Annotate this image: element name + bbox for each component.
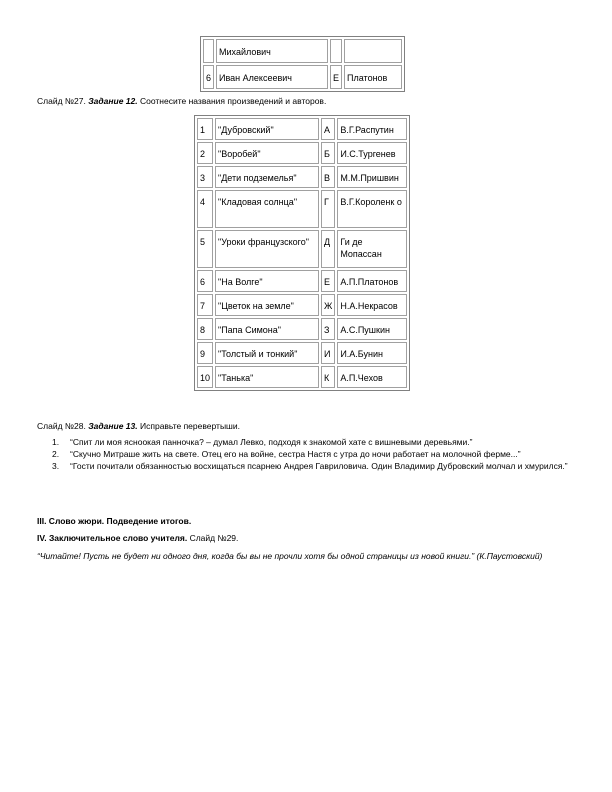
item-number: 2. — [52, 449, 60, 459]
work-cell: "Цветок на земле" — [215, 294, 319, 316]
letter-cell: К — [321, 366, 335, 388]
task-number: Задание 12. — [88, 96, 138, 106]
task-text: Соотнесите названия произведений и авторов. — [140, 96, 327, 106]
row-number: 9 — [197, 342, 213, 364]
list-item — [48, 461, 578, 472]
table-row — [197, 342, 407, 364]
task-text: Исправьте перевертыши. — [140, 421, 240, 431]
slide-number: Слайд №27. — [37, 96, 86, 106]
item-text: “Гости почитали обязанностью восхищаться псарнею Андрея Гавриловича. Один Владимир Дубровский молчал и хмурился.” — [70, 461, 568, 471]
slide27-caption — [37, 96, 326, 107]
author-cell: Н.А.Некрасов — [337, 294, 407, 316]
row-number: 1 — [197, 118, 213, 140]
letter-cell: Б — [321, 142, 335, 164]
author-cell — [344, 39, 402, 63]
letter-cell: Д — [321, 230, 335, 268]
list-item — [48, 437, 578, 448]
matching-table — [194, 115, 410, 391]
work-cell: Иван Алексеевич — [216, 65, 328, 89]
section-heading — [37, 533, 238, 544]
letter-cell: А — [321, 118, 335, 140]
letter-cell: И — [321, 342, 335, 364]
table-row — [203, 39, 402, 63]
slide-number: Слайд №28. — [37, 421, 86, 431]
work-cell: "Кладовая солнца" — [215, 190, 319, 228]
slide-number: Слайд №29. — [189, 533, 239, 543]
letter-cell: Е — [321, 270, 335, 292]
letter-cell: Г — [321, 190, 335, 228]
row-number: 5 — [197, 230, 213, 268]
author-cell: А.П.Платонов — [337, 270, 407, 292]
author-cell: А.С.Пушкин — [337, 318, 407, 340]
row-number — [203, 39, 214, 63]
author-cell: И.С.Тургенев — [337, 142, 407, 164]
author-cell: И.А.Бунин — [337, 342, 407, 364]
work-cell: "Воробей" — [215, 142, 319, 164]
author-cell: Платонов — [344, 65, 402, 89]
table-row — [197, 230, 407, 268]
author-cell: В.Г.Распутин — [337, 118, 407, 140]
list-item — [48, 449, 578, 460]
work-cell: "Уроки французского" — [215, 230, 319, 268]
section-title: IV. Заключительное слово учителя. — [37, 533, 188, 543]
table-row — [197, 366, 407, 388]
closing-quote: “Читайте! Пусть не будет ни одного дня, когда бы вы не прочли хотя бы одной страницы из новой книги.” (К.Паустовский) — [37, 551, 543, 561]
row-number: 7 — [197, 294, 213, 316]
letter-cell: Е — [330, 65, 342, 89]
letter-cell: Ж — [321, 294, 335, 316]
row-number: 8 — [197, 318, 213, 340]
item-number: 1. — [52, 437, 60, 447]
slide28-caption — [37, 421, 240, 432]
row-number: 10 — [197, 366, 213, 388]
table-row — [197, 142, 407, 164]
author-cell: М.М.Пришвин — [337, 166, 407, 188]
row-number: 6 — [203, 65, 214, 89]
work-cell: "Толстый и тонкий" — [215, 342, 319, 364]
row-number: 4 — [197, 190, 213, 228]
table-row — [197, 270, 407, 292]
letter-cell — [330, 39, 342, 63]
table-row — [197, 166, 407, 188]
section-title: III. Слово жюри. Подведение итогов. — [37, 516, 192, 526]
item-text: “Скучно Митраше жить на свете. Отец его на войне, сестра Настя с утра до ночи работает на молочной ферме...” — [70, 449, 521, 459]
table-row — [197, 318, 407, 340]
task-number: Задание 13. — [88, 421, 138, 431]
work-cell: "Дубровский" — [215, 118, 319, 140]
table-row — [203, 65, 402, 89]
row-number: 6 — [197, 270, 213, 292]
work-cell: "На Волге" — [215, 270, 319, 292]
work-cell: "Танька" — [215, 366, 319, 388]
letter-cell: З — [321, 318, 335, 340]
table-row — [197, 294, 407, 316]
author-cell: Ги де Мопассан — [337, 230, 407, 268]
quotes-list — [48, 437, 578, 473]
letter-cell: В — [321, 166, 335, 188]
item-number: 3. — [52, 461, 60, 471]
author-cell: А.П.Чехов — [337, 366, 407, 388]
author-cell: В.Г.Короленк о — [337, 190, 407, 228]
work-cell: "Дети подземелья" — [215, 166, 319, 188]
item-text: “Спит ли моя ясноокая панночка? – думал Левко, подходя к знакомой хате с вишневыми деревьями.” — [70, 437, 473, 447]
table-row — [197, 118, 407, 140]
work-cell: "Папа Симона" — [215, 318, 319, 340]
table-row — [197, 190, 407, 228]
matching-table-continued — [200, 36, 405, 92]
work-cell: Михайлович — [216, 39, 328, 63]
section-heading — [37, 516, 191, 527]
row-number: 3 — [197, 166, 213, 188]
row-number: 2 — [197, 142, 213, 164]
